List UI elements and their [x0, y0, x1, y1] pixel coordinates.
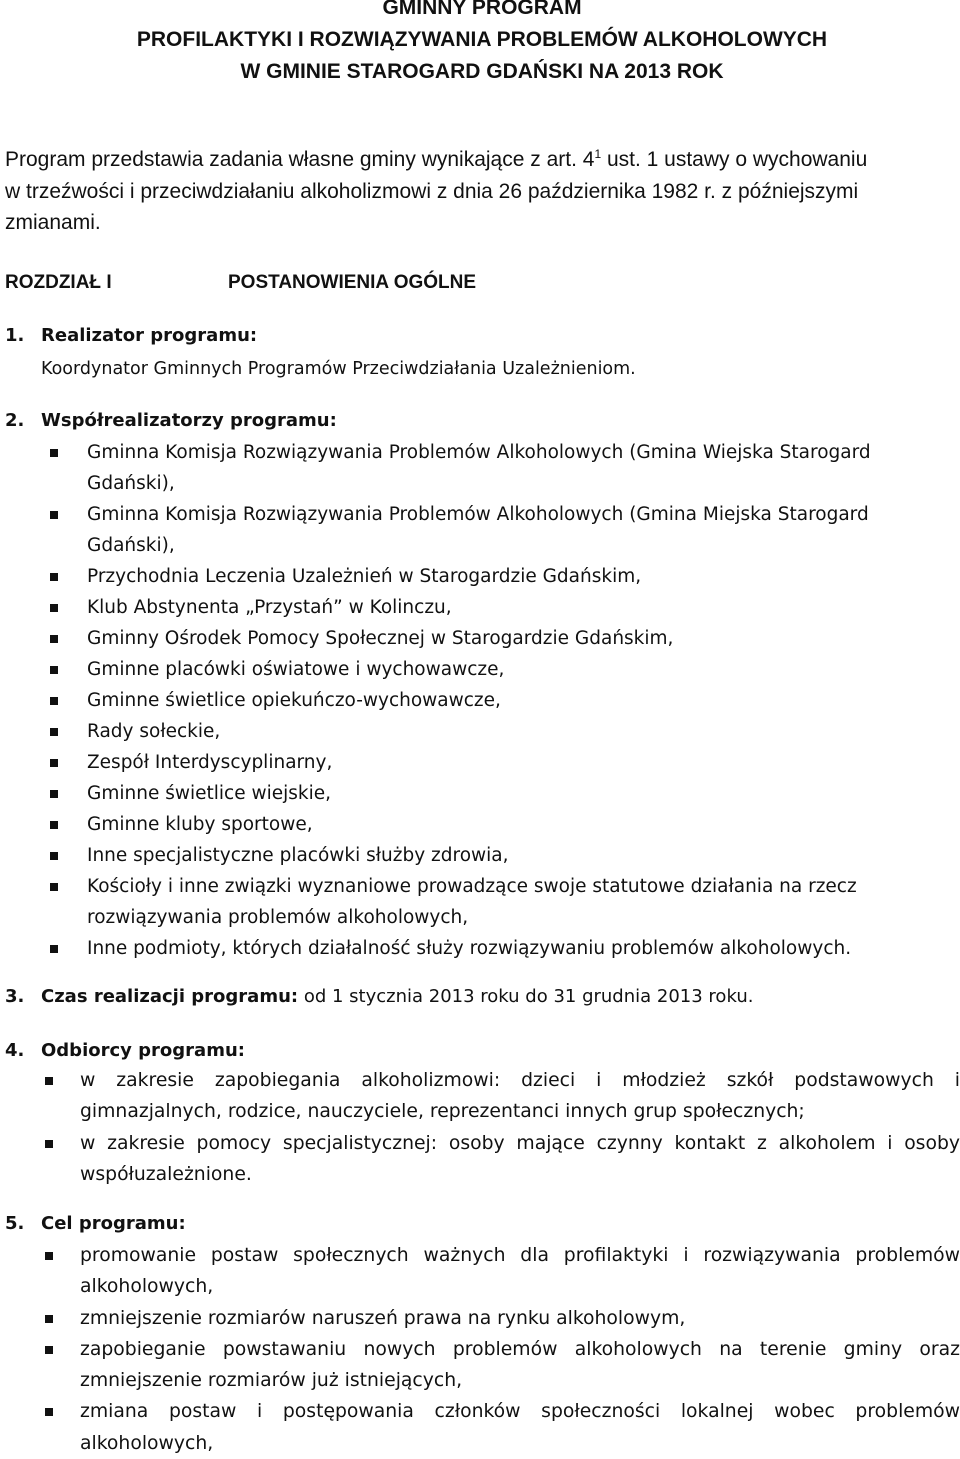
section-2-number: 2.: [5, 410, 25, 431]
square-bullet-icon: [50, 728, 58, 736]
list-item: [87, 654, 960, 685]
square-bullet-icon: [50, 852, 58, 860]
title-line-1: GMINNY PROGRAM: [382, 0, 582, 19]
list-item: [87, 437, 960, 499]
list-item-text: Zespół Interdyscyplinarny,: [87, 752, 333, 773]
section-3-content: [41, 986, 753, 1007]
list-item-text: Przychodnia Leczenia Uzależnień w Starogardzie Gdańskim,: [87, 566, 642, 587]
section-4-heading: Odbiorcy programu:: [41, 1040, 245, 1061]
section-3-line: [5, 986, 24, 1007]
title-line-2: PROFILAKTYKI I ROZWIĄZYWANIA PROBLEMÓW ALKOHOLOWYCH: [136, 28, 828, 51]
section-2-list: [87, 437, 960, 964]
title-line-3: W GMINIE STAROGARD GDAŃSKI NA 2013 ROK: [240, 60, 724, 83]
square-bullet-icon: [50, 573, 58, 581]
square-bullet-icon: [50, 790, 58, 798]
square-bullet-icon: [50, 666, 58, 674]
list-item: [87, 685, 960, 716]
list-item: [80, 1303, 960, 1334]
section-3-number: 3.: [5, 986, 25, 1007]
square-bullet-icon: [50, 697, 58, 705]
square-bullet-icon: [45, 1346, 53, 1354]
section-3-text: od 1 stycznia 2013 roku do 31 grudnia 2013 roku.: [298, 986, 754, 1007]
list-item-text: Gminne placówki oświatowe i wychowawcze,: [87, 659, 505, 680]
square-bullet-icon: [50, 945, 58, 953]
list-item-text: w zakresie pomocy specjalistycznej: osoby mające czynny kontakt z alkoholem i osoby współuzależnione.: [80, 1132, 960, 1185]
list-item-text: zmniejszenie rozmiarów naruszeń prawa na rynku alkoholowym,: [80, 1307, 686, 1329]
list-item-text: w zakresie zapobiegania alkoholizmowi: dzieci i młodzież szkół podstawowych i gimnazjalnych, rodzice, nauczyciele, reprezentanci innych grup społecznych;: [80, 1070, 960, 1123]
list-item: [87, 871, 960, 933]
list-item-text: Gminna Komisja Rozwiązywania Problemów Alkoholowych (Gmina Miejska Starogard Gdański),: [87, 504, 869, 556]
list-item-text: zapobieganie powstawaniu nowych problemów alkoholowych na terenie gminy oraz zmniejszenie rozmiarów już istniejących,: [80, 1338, 960, 1392]
square-bullet-icon: [50, 759, 58, 767]
list-item-text: Gminne kluby sportowe,: [87, 814, 313, 835]
section-5-heading: Cel programu:: [41, 1213, 186, 1234]
list-item: [80, 1334, 960, 1397]
section-1-heading: Realizator programu:: [41, 325, 258, 346]
square-bullet-icon: [50, 604, 58, 612]
list-item: [87, 499, 960, 561]
list-item-text: Gminna Komisja Rozwiązywania Problemów Alkoholowych (Gmina Wiejska Starogard Gdański),: [87, 442, 871, 494]
list-item: [87, 561, 960, 592]
list-item-text: promowanie postaw społecznych ważnych dla profilaktyki i rozwiązywania problemów alkoholowych,: [80, 1245, 960, 1298]
square-bullet-icon: [50, 449, 58, 457]
square-bullet-icon: [50, 883, 58, 891]
square-bullet-icon: [45, 1315, 53, 1323]
square-bullet-icon: [45, 1252, 53, 1260]
section-4-number: 4.: [5, 1040, 25, 1061]
list-item: [80, 1065, 960, 1128]
square-bullet-icon: [45, 1408, 53, 1416]
list-item: [87, 840, 960, 871]
list-item: [87, 592, 960, 623]
list-item-text: Gminne świetlice wiejskie,: [87, 783, 332, 804]
section-1-text: Koordynator Gminnych Programów Przeciwdziałania Uzależnieniom.: [41, 359, 636, 379]
section-3-heading: Czas realizacji programu:: [41, 986, 299, 1007]
section-1-number: 1.: [5, 325, 25, 346]
chapter-title: POSTANOWIENIA OGÓLNE: [228, 272, 477, 293]
square-bullet-icon: [50, 511, 58, 519]
document-title: [0, 0, 960, 88]
list-item: [80, 1240, 960, 1303]
list-item: [80, 1128, 960, 1191]
chapter-number: ROZDZIAŁ I: [5, 272, 112, 293]
list-item-text: zmiana postaw i postępowania członków społeczności lokalnej wobec problemów alkoholowych,: [80, 1401, 960, 1454]
intro-paragraph: [5, 144, 960, 239]
intro-line-3: zmianami.: [5, 211, 101, 234]
list-item: [87, 809, 960, 840]
square-bullet-icon: [45, 1077, 53, 1085]
list-item-text: Inne podmioty, których działalność służy rozwiązywaniu problemów alkoholowych.: [87, 938, 852, 959]
list-item: [87, 716, 960, 747]
square-bullet-icon: [45, 1140, 53, 1148]
list-item-text: Gminny Ośrodek Pomocy Społecznej w Starogardzie Gdańskim,: [87, 628, 674, 649]
section-5-number: 5.: [5, 1213, 25, 1234]
intro-line-2: w trzeźwości i przeciwdziałaniu alkoholizmowi z dnia 26 października 1982 r. z późniejszymi: [5, 179, 859, 203]
list-item-text: Kościoły i inne związki wyznaniowe prowadzące swoje statutowe działania na rzecz rozwiązywania problemów alkoholowych,: [87, 876, 857, 928]
section-5-list: [80, 1240, 960, 1459]
intro-text-part1: Program przedstawia zadania własne gminy wynikające z art. 4: [5, 148, 595, 171]
list-item: [87, 747, 960, 778]
intro-superscript: 1: [594, 147, 602, 161]
list-item: [87, 778, 960, 809]
list-item: [87, 623, 960, 654]
list-item: [80, 1396, 960, 1459]
list-item-text: Rady sołeckie,: [87, 721, 221, 742]
list-item-text: Klub Abstynenta „Przystań” w Kolinczu,: [87, 597, 452, 618]
list-item: [87, 933, 960, 964]
section-2-heading: Współrealizatorzy programu:: [41, 410, 337, 431]
list-item-text: Gminne świetlice opiekuńczo-wychowawcze,: [87, 690, 501, 711]
list-item-text: Inne specjalistyczne placówki służby zdrowia,: [87, 845, 509, 866]
intro-text-part2: ust. 1 ustawy o wychowaniu: [601, 148, 868, 171]
section-4-list: [80, 1065, 960, 1190]
square-bullet-icon: [50, 635, 58, 643]
square-bullet-icon: [50, 821, 58, 829]
